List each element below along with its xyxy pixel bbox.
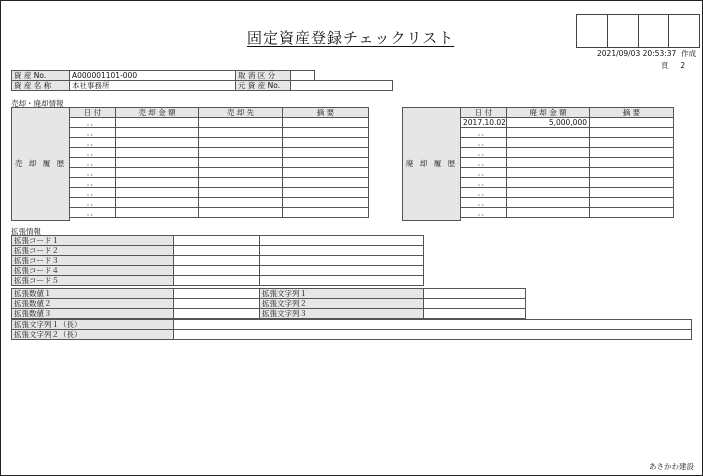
approval-stamp-boxes [576, 14, 700, 48]
created-label: 作成 [681, 49, 697, 58]
sales-history-table [11, 107, 369, 221]
disposal-history-table [402, 107, 674, 221]
disposal-note [590, 128, 674, 138]
sales-buyer [199, 168, 283, 178]
ext-code-value [174, 276, 260, 286]
ext-str-value [424, 299, 526, 309]
sales-amount [116, 168, 199, 178]
sales-buyer [199, 128, 283, 138]
sales-date: ．． [70, 178, 116, 188]
page-label: 頁 [661, 61, 669, 70]
ext-code-label: 拡張コード１ [12, 236, 174, 246]
sales-buyer [199, 208, 283, 218]
sales-note [283, 168, 369, 178]
ext-num-value [174, 299, 260, 309]
disposal-amount: 5,000,000 [507, 118, 590, 128]
disposal-header-note: 摘 要 [590, 108, 674, 118]
ext-code-value [174, 266, 260, 276]
ext-code-label: 拡張コード４ [12, 266, 174, 276]
sales-date: ．． [70, 118, 116, 128]
created-timestamp [597, 48, 696, 59]
disposal-date: 2017.10.02 [461, 118, 507, 128]
sales-amount [116, 158, 199, 168]
disposal-note [590, 148, 674, 158]
sales-buyer [199, 118, 283, 128]
sales-date: ．． [70, 148, 116, 158]
disposal-date: ．． [461, 208, 507, 218]
disposal-amount [507, 138, 590, 148]
sales-date: ．． [70, 138, 116, 148]
sales-header-date: 日 付 [70, 108, 116, 118]
sales-amount [116, 188, 199, 198]
sales-section-title: 売却・廃却情報 [11, 99, 64, 108]
disposal-note [590, 118, 674, 128]
sales-date: ．． [70, 198, 116, 208]
sales-amount [116, 208, 199, 218]
sales-amount [116, 138, 199, 148]
disposal-note [590, 188, 674, 198]
sales-header-note: 摘 要 [283, 108, 369, 118]
disposal-amount [507, 148, 590, 158]
ext-code-label: 拡張コード５ [12, 276, 174, 286]
spacer [70, 218, 369, 221]
spacer [461, 218, 674, 221]
disposal-date: ．． [461, 168, 507, 178]
ext-code-value [174, 236, 260, 246]
sales-header-buyer: 売 却 先 [199, 108, 283, 118]
disposal-amount [507, 198, 590, 208]
disposal-note [590, 138, 674, 148]
ext-code-name [260, 276, 424, 286]
stamp-box [669, 15, 699, 47]
ext-num-label: 拡張数値１ [12, 289, 174, 299]
sales-date: ．． [70, 168, 116, 178]
ext-code-name [260, 236, 424, 246]
sales-amount [116, 118, 199, 128]
disposal-note [590, 158, 674, 168]
ext-long-label: 拡張文字列１（長） [12, 320, 174, 330]
cancel-value [291, 71, 315, 81]
disposal-date: ．． [461, 138, 507, 148]
ext-long-strings-table [11, 319, 692, 340]
ext-code-label: 拡張コード２ [12, 246, 174, 256]
sales-buyer [199, 148, 283, 158]
sales-amount [116, 178, 199, 188]
ext-code-label: 拡張コード３ [12, 256, 174, 266]
ext-long-value [174, 320, 692, 330]
disposal-header-amount: 廃 却 金 額 [507, 108, 590, 118]
ext-num-value [174, 309, 260, 319]
disposal-date: ．． [461, 198, 507, 208]
disposal-header-date: 日 付 [461, 108, 507, 118]
sales-date: ．． [70, 188, 116, 198]
ext-code-name [260, 266, 424, 276]
disposal-amount [507, 168, 590, 178]
sales-buyer [199, 198, 283, 208]
disposal-note [590, 198, 674, 208]
ext-code-value [174, 246, 260, 256]
disposal-date: ．． [461, 158, 507, 168]
ext-code-value [174, 256, 260, 266]
ext-section-title: 拡張情報 [11, 227, 41, 236]
sales-date: ．． [70, 158, 116, 168]
sales-amount [116, 148, 199, 158]
disposal-date: ．． [461, 188, 507, 198]
ext-num-value [174, 289, 260, 299]
created-at: 2021/09/03 20:53:37 [597, 49, 677, 58]
report-title: 固定資産登録チェックリスト [247, 29, 455, 47]
disposal-date: ．． [461, 128, 507, 138]
sales-note [283, 198, 369, 208]
ext-code-name [260, 246, 424, 256]
sales-note [283, 188, 369, 198]
disposal-amount [507, 128, 590, 138]
sales-note [283, 148, 369, 158]
sales-buyer [199, 158, 283, 168]
sales-header-amount: 売 却 金 額 [116, 108, 199, 118]
ext-long-value [174, 330, 692, 340]
sales-buyer [199, 178, 283, 188]
origin-label: 元 資 産 No. [236, 81, 291, 91]
disposal-note [590, 208, 674, 218]
sales-note [283, 158, 369, 168]
sales-note [283, 208, 369, 218]
disposal-date: ．． [461, 178, 507, 188]
blank-cell [315, 71, 393, 81]
sales-note [283, 138, 369, 148]
asset-name-label: 資 産 名 称 [12, 81, 70, 91]
ext-str-label: 拡張文字列２ [260, 299, 424, 309]
disposal-side-label: 廃 却 履 歴 [403, 108, 461, 221]
ext-str-label: 拡張文字列３ [260, 309, 424, 319]
disposal-note [590, 168, 674, 178]
ext-num-label: 拡張数値３ [12, 309, 174, 319]
sales-note [283, 178, 369, 188]
asset-info-table [11, 70, 393, 91]
disposal-amount [507, 178, 590, 188]
ext-code-name [260, 256, 424, 266]
asset-no-value: A000001101-000 [70, 71, 236, 81]
disposal-amount [507, 208, 590, 218]
ext-str-value [424, 309, 526, 319]
page-number [661, 60, 685, 71]
page-no: 2 [680, 61, 686, 70]
company-footer: あさかわ建設 [649, 462, 694, 471]
disposal-amount [507, 188, 590, 198]
disposal-amount [507, 158, 590, 168]
disposal-note [590, 178, 674, 188]
ext-codes-table [11, 235, 424, 286]
cancel-label: 取 消 区 分 [236, 71, 291, 81]
ext-num-label: 拡張数値２ [12, 299, 174, 309]
sales-side-label: 売 却 履 歴 [12, 108, 70, 221]
origin-value [291, 81, 393, 91]
ext-str-value [424, 289, 526, 299]
stamp-box [608, 15, 639, 47]
sales-amount [116, 198, 199, 208]
stamp-box [577, 15, 608, 47]
ext-str-label: 拡張文字列１ [260, 289, 424, 299]
stamp-box [639, 15, 670, 47]
sales-buyer [199, 138, 283, 148]
sales-note [283, 118, 369, 128]
sales-date: ．． [70, 128, 116, 138]
ext-values-table [11, 288, 526, 319]
sales-note [283, 128, 369, 138]
disposal-date: ．． [461, 148, 507, 158]
asset-name-value: 本社事務所 [70, 81, 236, 91]
ext-long-label: 拡張文字列２（長） [12, 330, 174, 340]
sales-amount [116, 128, 199, 138]
asset-no-label: 資 産 No. [12, 71, 70, 81]
sales-buyer [199, 188, 283, 198]
sales-date: ．． [70, 208, 116, 218]
